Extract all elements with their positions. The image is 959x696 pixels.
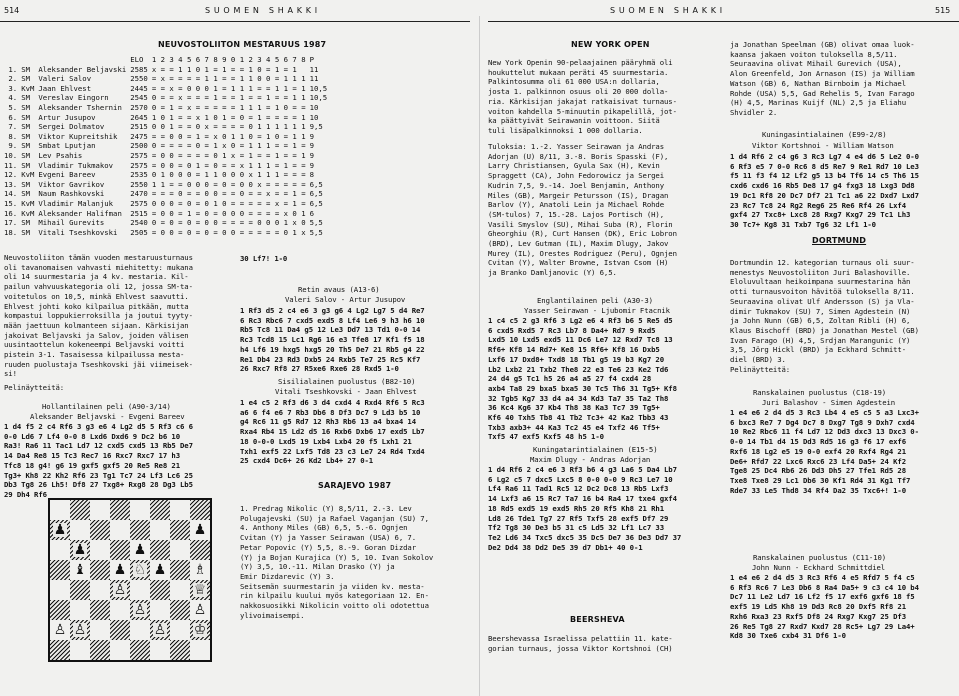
header-rule-right xyxy=(488,21,959,22)
standings-cell-t: KvM xyxy=(21,208,35,218)
board-square xyxy=(110,620,130,640)
game7-players: Juri Balashov - Simen Agdestein xyxy=(762,398,896,407)
board-square xyxy=(170,560,190,580)
standings-cell-name: Jaan Ehlvest xyxy=(38,83,92,93)
board-square xyxy=(50,600,70,620)
standings-cell-p: 9 xyxy=(309,131,314,141)
board-square xyxy=(150,600,170,620)
game1-opening: Hollantilainen peli (A90-3/14) xyxy=(42,402,171,411)
game5-moves: 1 d4 Rf6 2 c4 e6 3 Rf3 b6 4 g3 La6 5 Da4 Lb7 6 Lg2 c5 7 dxc5 Lxc5 8 0-0 0-0 9 Rc3 Le7 10 Lf4 Ra6 11 Tad1 Rc5 12 Dc2 Dc8 13 Rb5 Lxf3 14 Lxf3 a6 15 Rc7 Ta7 16 b4 Ra4 17 txe4 gxf4 18 Rd5 exd5 19 exd5 Rh5 20 Rf5 Kh8 21 Rh1 Ld8 26 Tde1 Tg7 27 Rf5 Txf5 28 exf5 Df7 29 Tf2 Tg8 30 De3 b5 31 c5 Ld5 32 Lf1 Lc7 33 Te2 Ld6 34 Txc5 dxc5 35 Dc5 De7 36 De3 Dd7 37 De2 Dd4 38 Dd2 De5 39 d7 Db1+ 40 0-1 xyxy=(488,465,682,552)
standings-cell-res: = = = 0 = = 0 0 = = 0 = = x = = 1 = xyxy=(151,189,306,199)
board-square xyxy=(170,540,190,560)
game5-players: Maxim Dlugy - Andras Adorjan xyxy=(530,455,651,464)
standings-cell-name: Vladimir Malanjuk xyxy=(38,198,114,208)
game6-players: Viktor Kortshnoi - William Watson xyxy=(752,141,894,150)
running-title-left: S U O M E N S H A K K I xyxy=(205,6,318,15)
standings-cell-res: = = 0 0 = 1 = x 0 1 1 0 = 1 0 = 1 1 xyxy=(151,131,306,141)
board-square xyxy=(70,520,90,540)
board-square xyxy=(170,500,190,520)
board-square xyxy=(110,500,130,520)
standings-cell-elo: 2515 xyxy=(130,122,148,132)
board-square xyxy=(90,600,110,620)
chess-piece-icon: ♙ xyxy=(113,582,127,598)
standings-cell-p: 10 xyxy=(309,102,319,112)
game4-moves: 1 c4 c5 2 g3 Rf6 3 Lg2 e6 4 Rf3 b6 5 Re5 d5 6 cxd5 Rxd5 7 Rc3 Lb7 8 Da4+ Rd7 9 Rxd5 Lxd5 10 Lxd5 exd5 11 Dc6 Le7 12 Rxd7 Tc8 13 Rf6+ Kf8 14 Rd7+ Ke8 15 Rf6+ Kf8 16 Dxb5 Lxf6 17 Dxd8+ Txd8 18 Tb1 g5 19 b3 Kg7 20 Lb2 Lxb2 21 Txb2 The8 22 e3 Te6 23 Ke2 Td6 24 d4 g5 Tc1 h5 26 a4 a5 27 f4 cxd4 28 axb4 Ta8 29 bxa5 bxa5 30 Tc5 Th6 31 Tg5+ Kf8 32 Tgb5 Kg7 33 d4 a4 34 Kd3 Ta7 35 Ta2 Th8 36 Kc4 Kg6 37 Kb4 Th8 38 Ka3 Tc7 39 Tg5+ Kf6 40 Txh5 Tb8 41 Tb2 Tc3+ 42 Ka2 Tbb3 43 Txb3 axb3+ 44 Ka3 Tc2 45 e4 Txf2 46 Tf5+ Txf5 47 exf5 Kxf5 48 h5 1-0 xyxy=(488,316,677,442)
board-square xyxy=(130,520,150,540)
beersheva-title: BEERSHEVA xyxy=(570,615,625,624)
standings-row xyxy=(2,103,329,113)
board-square xyxy=(130,540,150,560)
standings-cell-res: = 0 0 = 1 = 0 = 0 0 0 = = = = x 0 1 xyxy=(151,208,306,218)
standings-cell-elo: 2445 xyxy=(130,83,148,93)
standings-cell-name: Aleksander Beljavski xyxy=(38,64,127,74)
board-square xyxy=(50,520,70,540)
board-square xyxy=(70,640,90,660)
chess-diagram xyxy=(48,498,212,662)
standings-cell-name: Vereslav Eingorn xyxy=(38,93,109,103)
standings-cell-res: 1 1 = = 0 0 0 = 0 = 0 0 x = = = = = xyxy=(151,179,306,189)
standings-row xyxy=(2,209,329,219)
standings-cell-elo: 2570 xyxy=(130,102,148,112)
board-square xyxy=(170,580,190,600)
chess-piece-icon: ♕ xyxy=(193,582,207,598)
chess-piece-icon: ♟ xyxy=(53,522,67,538)
board-square xyxy=(70,580,90,600)
board-square xyxy=(50,540,70,560)
standings-cell-n: 10. xyxy=(4,150,18,160)
game1-result: 30 Lf7! 1-0 xyxy=(240,254,288,263)
board-square xyxy=(130,580,150,600)
board-square xyxy=(70,500,90,520)
board-square xyxy=(90,500,110,520)
standings-cell-n: 15. xyxy=(4,198,18,208)
standings-cell-n: 7. xyxy=(8,122,18,132)
standings-cell-n: 1. xyxy=(8,64,18,74)
standings-cell-t: SM xyxy=(21,160,30,170)
board-square xyxy=(190,500,210,520)
board-square xyxy=(170,640,190,660)
standings-body xyxy=(2,65,329,238)
board-square xyxy=(110,520,130,540)
game5-opening: Kuningatarintialainen (E15-5) xyxy=(533,445,658,454)
standings-cell-p: 6 xyxy=(309,208,314,218)
game7-opening: Ranskalainen puolustus (C18-19) xyxy=(753,388,887,397)
board-square xyxy=(90,540,110,560)
standings-cell-elo: 2515 xyxy=(130,208,148,218)
standings-cell-p: 11 xyxy=(309,64,319,74)
running-title-right: S U O M E N S H A K K I xyxy=(610,6,723,15)
board-square xyxy=(110,580,130,600)
standings-cell-p: 9,5 xyxy=(309,122,323,132)
standings-cell-name: Artur Jusupov xyxy=(38,112,96,122)
standings-cell-p: 10,5 xyxy=(309,83,328,93)
standings-cell-elo: 2540 xyxy=(130,218,148,228)
chess-piece-icon: ♟ xyxy=(73,542,87,558)
board-square xyxy=(50,640,70,660)
standings-cell-n: 3. xyxy=(8,83,18,93)
beersheva-continued: ja Jonathan Speelman (GB) olivat omaa luok- kaansa jakaen voiton tuloksella 8,5/11. Seuraavina olivat Mihail Gurevich (USA), Alon Greenfeld, Jon Arnason (IS) ja William Watson (GB) 6, Nathan Birnboim ja Michael Rohde (USA) 5,5, Gad Rehelis 5, Ivan Farago (H) 4,5, Marinas Kuijf (NL) 2,5 ja Eliahu Shvidler 2. xyxy=(730,40,915,117)
standings-cell-name: Aleksander Halifman xyxy=(38,208,122,218)
standings-cell-elo: 2575 xyxy=(130,150,148,160)
standings-row xyxy=(2,161,329,171)
board-square xyxy=(150,540,170,560)
standings-cell-n: 6. xyxy=(8,112,18,122)
game4-players: Yasser Seirawan - Ljubomir Ftacnik xyxy=(524,306,670,315)
board-square xyxy=(150,580,170,600)
board-square xyxy=(150,520,170,540)
standings-cell-p: 6,5 xyxy=(309,179,323,189)
standings-cell-p: 9 xyxy=(309,160,314,170)
dortmund-text: Dortmundin 12. kategorian turnaus oli suur- menestys Neuvostoliiton Juri Balashoville. Eloluvultaan heikoimpana suurmestarina hän otti turnausvoiton hävitöä tuloksella 8/11. Seuraavina olivat Ulf Andersson (S) ja Vla- dimir Tukmakov (SU) 7, Simen Agdestein (N) ja John Nunn (GB) 6,5, Zoltan Ribli (H) 6, Klaus Bischoff (BRD) ja Jonathan Mestel (GB) Ivan Farago (H) 4,5, Srdjan Marangunic (Y) 3,5, Jörg Hickl (BRD) ja Eckhard Schmitt- diel (BRD) 3. Pelinäytteitä: xyxy=(730,258,919,374)
standings-cell-elo: 2645 xyxy=(130,112,148,122)
game2-opening: Retin avaus (A13-6) xyxy=(298,285,380,294)
beersheva-text: Beershevassa Israelissa pelattiin 11. kate- gorian turnaus, jossa Viktor Kortshnoi (CH) xyxy=(488,634,673,653)
standings-cell-name: Viktor Kupreitshik xyxy=(38,131,118,141)
new-york-open-title: NEW YORK OPEN xyxy=(571,40,650,49)
standings-cell-res: 0 = = x = = = 1 = = 1 = = 1 = = 1 1 xyxy=(151,93,306,103)
board-square xyxy=(150,560,170,580)
game4-opening: Englantilainen peli (A30-3) xyxy=(537,296,653,305)
board-square xyxy=(90,560,110,580)
standings-cell-p: 5,5 xyxy=(309,227,323,237)
chess-piece-icon: ♙ xyxy=(153,622,167,638)
standings-cell-p: 11 xyxy=(309,74,319,84)
standings-cell-t: KvM xyxy=(21,83,35,93)
chess-piece-icon: ♗ xyxy=(193,562,207,578)
standings-cell-t: SM xyxy=(21,112,30,122)
standings-cell-res: = x = = = = 1 1 = = 1 1 0 0 = 1 1 1 xyxy=(151,74,306,84)
board-square xyxy=(190,620,210,640)
page-gutter xyxy=(479,16,480,696)
standings-cell-n: 9. xyxy=(8,141,18,151)
header-rule-left xyxy=(0,21,470,22)
intro-text: Neuvostoliiton tämän vuoden mestaruusturnaus oli tavanomaisen vahvasti miehitetty: mukana oli 14 suurmestaria ja 4 kv. mestaria. Kil- pailun vahvuuskategoria oli 12, jossa SM-ta- voitetulos on 10,5, minkä Ehlvest saavutti. Ehlvest johti koko kilpailua pitkään, mutta kompastui loppukierroksilla ja joutui tyyty- mään jaettuun kolmanteen sijaan. Kärkisijan jakoivat Beljavski ja Salov, joiden välisen uusintaottelun kokeneempi Beljavski voitti pistein 3-1. Tasaisessa kilpailussa mesta- ruuden puolustaja Tseshkovski jäi viimeisek- si! xyxy=(4,253,193,379)
standings-cell-t: SM xyxy=(21,227,30,237)
page-number-left: 514 xyxy=(4,6,20,15)
standings-row xyxy=(2,180,329,190)
standings-cell-n: 8. xyxy=(8,131,18,141)
standings-cell-res: = = x = 0 0 0 1 = 1 1 1 = = 1 1 = 1 xyxy=(151,83,306,93)
standings-cell-elo: 2475 xyxy=(130,131,148,141)
game8-moves: 1 e4 e6 2 d4 d5 3 Rc3 Rf6 4 e5 Rfd7 5 f4 c5 6 Rf3 Rc6 7 Le3 Db6 8 Ra4 Da5+ 9 c3 c4 10 b4 Dc7 11 Le2 Ld7 16 Lf2 f5 17 exf6 gxf6 18 f5 exf5 19 Ld5 Kh8 19 Dd3 Rc8 20 Dxf5 Rf8 21 Rxh6 Rxa3 23 Rxf5 Df8 24 Rxg7 Kxg7 25 Df3 26 Re5 Tg8 27 Rxd7 Kxd7 28 Rc5+ Lg7 29 La4+ Kd8 30 Txe6 cxb4 31 Df6 1-0 xyxy=(730,573,919,641)
board-square xyxy=(170,620,190,640)
standings-cell-p: 9 xyxy=(309,150,314,160)
board-square xyxy=(150,500,170,520)
game1-moves: 1 d4 f5 2 c4 Rf6 3 g3 e6 4 Lg2 d5 5 Rf3 c6 6 0-0 Ld6 7 Lf4 0-0 8 Lxd6 Dxd6 9 Dc2 b6 10 Ra3! Ra6 11 Tac1 Ld7 12 cxd5 cxd5 13 Rb5 De7 14 Da4 Re8 15 Tc3 Rec7 16 Rxc7 Rxc7 17 h3 Tfc8 18 g4! g6 19 gxf5 gxf5 20 Re5 Re8 21 Tg3+ Kh8 22 Kh2 Rf6 23 Tg1 Tc7 24 Lf3 Lc6 25 Db3 Tg8 26 Lh5! Df8 27 Txg8+ Rxg8 28 Dg3 Lb5 29 Dh4 Rf6 xyxy=(4,422,193,499)
standings-cell-t: SM xyxy=(21,189,30,199)
board-square xyxy=(170,600,190,620)
standings-cell-p: 6,5 xyxy=(309,198,323,208)
board-square xyxy=(50,580,70,600)
chess-piece-icon: ♙ xyxy=(73,622,87,638)
board-square xyxy=(70,620,90,640)
board-square xyxy=(90,580,110,600)
board-square xyxy=(150,640,170,660)
standings-cell-n: 5. xyxy=(8,102,18,112)
board-square xyxy=(110,640,130,660)
game2-moves: 1 Rf3 d5 2 c4 e6 3 g3 g6 4 Lg2 Lg7 5 d4 Re7 6 Rc3 Rbc6 7 cxd5 exd5 8 Lf4 Le6 9 h3 h6 10 Rb5 Tc8 11 Da4 g5 12 Le3 Dd7 13 Td1 0-0 14 Rc3 Tcd8 15 Lc1 Rg6 16 e3 Tfe8 17 Kf1 f5 18 h4 Lf6 19 hxg5 hxg5 20 Th5 De7 21 Rb5 g4 22 Re1 Db4 23 Rd3 Dxb5 24 Rxb5 Te7 25 Rc5 Kf7 26 Rxc7 Rf8 27 R5xe6 Rxe6 28 Rxd5 1-0 xyxy=(240,306,425,374)
chess-piece-icon: ♙ xyxy=(133,602,147,618)
standings-cell-name: Vladimir Tukmakov xyxy=(38,160,114,170)
standings-cell-n: 12. xyxy=(4,170,18,180)
board-square xyxy=(190,560,210,580)
standings-cell-t: SM xyxy=(21,179,30,189)
board-square xyxy=(190,540,210,560)
board-square xyxy=(130,640,150,660)
board-square xyxy=(130,560,150,580)
board-square xyxy=(190,600,210,620)
standings-row xyxy=(2,199,329,209)
standings-cell-elo: 2505 xyxy=(130,227,148,237)
board-square xyxy=(190,520,210,540)
standings-cell-elo: 2585 xyxy=(130,64,148,74)
standings-cell-res: 0 0 1 = = 0 x = = = = 0 1 1 1 1 1 1 xyxy=(151,122,306,132)
standings-cell-n: 11. xyxy=(4,160,18,170)
board-square xyxy=(110,560,130,580)
chess-piece-icon: ♙ xyxy=(53,622,67,638)
standings-cell-elo: 2575 xyxy=(130,160,148,170)
standings-cell-name: Evgeni Bareev xyxy=(38,170,96,180)
standings-cell-t: SM xyxy=(21,218,30,228)
standings-row xyxy=(2,218,329,228)
game3-players: Vitali Tseshkovski - Jaan Ehlvest xyxy=(275,387,417,396)
standings-cell-res: 0 = 1 = x = = = = = 1 1 1 = 1 0 = = xyxy=(151,102,306,112)
chess-piece-icon: ♙ xyxy=(193,602,207,618)
standings-cell-t: SM xyxy=(21,93,30,103)
standings-row xyxy=(2,74,329,84)
standings-cell-n: 16. xyxy=(4,208,18,218)
standings-cell-n: 2. xyxy=(8,74,18,84)
standings-cell-name: Naum Rashkovski xyxy=(38,189,105,199)
standings-cell-n: 17. xyxy=(4,218,18,228)
standings-cell-name: Lev Psahis xyxy=(38,150,83,160)
standings-cell-elo: 2470 xyxy=(130,189,148,199)
standings-header xyxy=(2,55,329,65)
standings-cell-name: Mihail Gurevits xyxy=(38,218,105,228)
board-square xyxy=(50,500,70,520)
standings-cell-p: 9 xyxy=(309,141,314,151)
standings-cell-t: SM xyxy=(21,122,30,132)
standings-cell-p: 10,5 xyxy=(309,93,328,103)
game-samples-label: Pelinäytteitä: xyxy=(4,383,65,392)
standings-row xyxy=(2,65,329,75)
game8-opening: Ranskalainen puolustus (C11-10) xyxy=(753,553,887,562)
standings-cell-t: KvM xyxy=(21,170,35,180)
standings-cell-res: = 0 0 = 0 = 0 = 0 0 = = = = = 0 1 x xyxy=(151,227,306,237)
game1-players: Aleksander Beljavski - Evgeni Bareev xyxy=(30,412,185,421)
standings-cell-res: x = = 1 1 0 1 = 1 = = 1 0 = 1 = 1 xyxy=(151,64,297,74)
board-square xyxy=(110,540,130,560)
board-square xyxy=(150,620,170,640)
standings-grid xyxy=(2,55,329,237)
standings-row xyxy=(2,141,329,151)
board-square xyxy=(190,640,210,660)
standings-cell-elo: 2535 xyxy=(130,170,148,180)
board-square xyxy=(110,600,130,620)
board-square xyxy=(50,560,70,580)
standings-cell-name: Smbat Lputjan xyxy=(38,141,96,151)
standings-cell-n: 14. xyxy=(4,189,18,199)
standings-cell-res: 0 1 0 0 0 = 1 1 0 0 0 x 1 1 1 = = = xyxy=(151,170,306,180)
game8-players: John Nunn - Eckhard Schmittdiel xyxy=(752,563,886,572)
chess-piece-icon: ♟ xyxy=(153,562,167,578)
board-square xyxy=(190,580,210,600)
standings-cell-elo: 2545 xyxy=(130,93,148,103)
board-square xyxy=(50,620,70,640)
new-york-text: New York Openin 90-pelaajainen pääryhmä oli houkuttelut mukaan peräti 45 suurmestaria. Palkintosumma oli 61 000 USA:n dollaria, josta 1. palkinnon osuus oli 20 000 dolla- ria. Kärkisijan jakajat ratkaisivat turnaus- voiton kahdella 5-minuutin pikapelillä, jot- ka päättyivät Seirawanin voittoon. Siitä tuli lisäpalkinnoksi 1 000 dollaria. xyxy=(488,58,677,135)
game6-moves: 1 d4 Rf6 2 c4 g6 3 Rc3 Lg7 4 e4 d6 5 Le2 0-0 6 Rf3 e5 7 0-0 Rc6 8 d5 Re7 9 Re1 Rd7 10 Le3 f5 11 f3 f4 12 Lf2 g5 13 b4 Tf6 14 c5 Th6 15 cxd6 cxd6 16 Rb5 De8 17 g4 fxg3 18 Lxg3 Dd8 19 Dc1 Rf8 20 Dc7 Df7 21 Tc1 a6 22 Dxd7 Lxd7 23 Rc7 Tc8 24 Rg2 Reg6 25 Re6 Rf4 26 Lxf4 gxf4 27 Txc8+ Lxc8 28 Rxg7 Kxg7 29 Tc1 Lh3 30 Tc7+ Kg8 31 Txb7 Tg6 32 Lf1 1-0 xyxy=(730,152,919,229)
championship-title: NEUVOSTOLIITON MESTARUUS 1987 xyxy=(158,40,327,49)
elo-header: ELO xyxy=(130,55,144,64)
chess-piece-icon: ♔ xyxy=(193,622,207,638)
game3-moves: 1 e4 c5 2 Rf3 d6 3 d4 cxd4 4 Rxd4 Rf6 5 Rc3 a6 6 f4 e6 7 Rb3 Db6 8 Df3 Dc7 9 Ld3 b5 10 g4 Rc6 11 g5 Rd7 12 Rh3 Rb6 13 a4 bxa4 14 Rxa4 Rb4 15 Ld2 d5 16 Rxb6 Dxb6 17 exd5 Lb7 18 0-0-0 Lxd5 19 Lxb4 Lxb4 20 f5 Lxh1 21 Txh1 exf5 22 Lxf5 Td8 23 c3 Le7 24 Rd4 Txd4 25 cxd4 Dc6+ 26 Kd2 Lb4+ 27 0-1 xyxy=(240,398,425,466)
chess-piece-icon: ♟ xyxy=(133,542,147,558)
standings-row xyxy=(2,113,329,123)
standings-row xyxy=(2,93,329,103)
chess-piece-icon: ♘ xyxy=(133,562,147,578)
standings-row xyxy=(2,228,329,238)
board-square xyxy=(90,620,110,640)
chess-piece-icon: ♟ xyxy=(193,522,207,538)
board-square xyxy=(130,600,150,620)
standings-cell-res: = 0 0 = = = = 0 1 x = 1 = = 1 = = 1 xyxy=(151,150,306,160)
standings-cell-p: 5,5 xyxy=(309,218,323,228)
game6-opening: Kuningasintialainen (E99-2/8) xyxy=(762,130,887,139)
board-square xyxy=(130,620,150,640)
page-number-right: 515 xyxy=(935,6,951,15)
standings-cell-res: 0 = 0 = 0 = 0 0 = = = = 0 0 0 1 x 0 xyxy=(151,218,306,228)
board-square xyxy=(70,600,90,620)
standings-cell-res: 0 = = = = 0 = 1 x 0 = 1 1 1 = = 1 = xyxy=(151,141,306,151)
standings-cell-name: Vitali Tseshkovski xyxy=(38,227,118,237)
standings-cell-res: 0 0 0 = 0 = 0 1 0 = = = = = x = 1 = xyxy=(151,198,306,208)
game7-moves: 1 e4 e6 2 d4 d5 3 Rc3 Lb4 4 e5 c5 5 a3 Lxc3+ 6 bxc3 Re7 7 Dg4 Dc7 8 Dxg7 Tg8 9 Dxh7 cxd4 10 Re2 Rbc6 11 f4 Ld7 12 Dd3 dxc3 13 Dxc3 0- 0-0 14 Tb1 d4 15 Dd3 Rd5 16 g3 f6 17 exf6 Rxf6 18 Lg2 e5 19 0-0 exf4 20 Rxf4 Rg4 21 De6+ Rfd7 22 Lxc6 Rxc6 23 Lf4 Da5+ 24 Kf2 Tge8 25 Dc4 Rb6 26 Dd3 Dh5 27 Tfe1 Rd5 28 Txe8 Txe8 29 Lc1 Db6 30 Kf1 Rd4 31 Kg1 Tf7 Rde7 33 Le5 Thd8 34 Rf4 Da2 35 Txc6+! 1-0 xyxy=(730,408,919,495)
standings-cell-t: SM xyxy=(21,150,30,160)
standings-cell-t: SM xyxy=(21,131,30,141)
standings-row xyxy=(2,151,329,161)
standings-cell-t: KvM xyxy=(21,198,35,208)
board-square xyxy=(90,520,110,540)
standings-cell-elo: 2575 xyxy=(130,198,148,208)
standings-cell-elo: 2550 xyxy=(130,179,148,189)
standings-cell-n: 4. xyxy=(8,93,18,103)
dortmund-title: DORTMUND xyxy=(812,236,867,245)
standings-row xyxy=(2,84,329,94)
standings-cell-t: SM xyxy=(21,102,30,112)
standings-row xyxy=(2,170,329,180)
standings-cell-elo: 2500 xyxy=(130,141,148,151)
standings-cell-p: 6,5 xyxy=(309,189,323,199)
standings-cell-p: 8 xyxy=(309,170,314,180)
chess-piece-icon: ♝ xyxy=(73,562,87,578)
standings-cell-elo: 2550 xyxy=(130,74,148,84)
board-square xyxy=(170,520,190,540)
standings-cell-p: 10 xyxy=(309,112,319,122)
standings-cell-name: Sergei Dolmatov xyxy=(38,122,105,132)
round-digits-header: 1 2 3 4 5 6 7 8 9 0 1 2 3 4 5 6 7 8 xyxy=(151,55,306,64)
standings-cell-n: 13. xyxy=(4,179,18,189)
standings-row xyxy=(2,189,329,199)
game3-opening: Sisilialainen puolustus (B82-10) xyxy=(278,377,416,386)
standings-cell-n: 18. xyxy=(4,227,18,237)
standings-row xyxy=(2,132,329,142)
board-square xyxy=(70,560,90,580)
sarajevo-text: 1. Predrag Nikolic (Y) 8,5/11, 2.-3. Lev Polugajevski (SU) ja Rafael Vaganjan (SU) 7, 4. Anthony Miles (GB) 6,5, 5.-6. Ognjen Cvitan (Y) ja Yasser Seirawan (USA) 6, 7. Petar Popovic (Y) 5,5, 8.-9. Goran Dizdar (Y) ja Bojan Kurajica (Y) 5, 10. Ivan Sokolov (Y) 3,5, 10.-11. Milan Drasko (Y) ja Emir Dizdarevic (Y) 3. Seitsemän suurmestarin ja viiden kv. mesta- rin kilpailu kuului myös kategoriaan 12. En- nakkosuosikki Nikolicin voitto oli odotettua ylivoimaisempi. xyxy=(240,504,434,620)
standings-cell-res: 1 0 1 = = x 1 0 1 = 0 = 1 = = = = 1 xyxy=(151,112,306,122)
board-square xyxy=(90,640,110,660)
standings-cell-res: = 0 0 = 0 1 = 0 = = x 1 1 1 = 1 = = xyxy=(151,160,306,170)
standings-row xyxy=(2,122,329,132)
board-square xyxy=(130,500,150,520)
standings-cell-name: Viktor Gavrikov xyxy=(38,179,105,189)
standings-cell-t: SM xyxy=(21,74,30,84)
sarajevo-title: SARAJEVO 1987 xyxy=(318,481,392,490)
standings-table xyxy=(2,55,329,237)
standings-cell-name: Aleksander Tshernin xyxy=(38,102,122,112)
new-york-results: Tuloksia: 1.-2. Yasser Seirawan ja Andras Adorjan (U) 8/11, 3.-8. Boris Spasski (F), Larry Christiansen, Gyula Sax (H), Kevin Spraggett (CA), John Fedorowicz ja Sergei Kudrin 7,5, 9.-14. Joel Benjamin, Anthony Miles (GB), Margeir Petursson (IS), Dragan Barlov (Y), Anatoli Lein ja Michael Rohde (SM-tulos) 7, 15.-28. Lajos Portisch (H), Vasili Smyslov (SU), Mihai Suba (R), Florin Gheorghiu (R), Curt Hansen (DK), Eric Lobron (BRD), Lev Gutman (IL), Maxim Dlugy, Jakov Murey (IL), Orestes Rodriguez (Peru), Ognjen Cvitan (Y), Walter Browne, Istvan Csom (H) ja Branko Damljanovic (Y) 6,5. xyxy=(488,142,677,278)
board-square xyxy=(70,540,90,560)
game2-players: Valeri Salov - Artur Jusupov xyxy=(285,295,406,304)
chess-piece-icon: ♟ xyxy=(113,562,127,578)
points-header: P xyxy=(309,55,314,64)
standings-cell-name: Valeri Salov xyxy=(38,74,92,84)
standings-cell-t: SM xyxy=(21,64,30,74)
standings-cell-t: SM xyxy=(21,141,30,151)
